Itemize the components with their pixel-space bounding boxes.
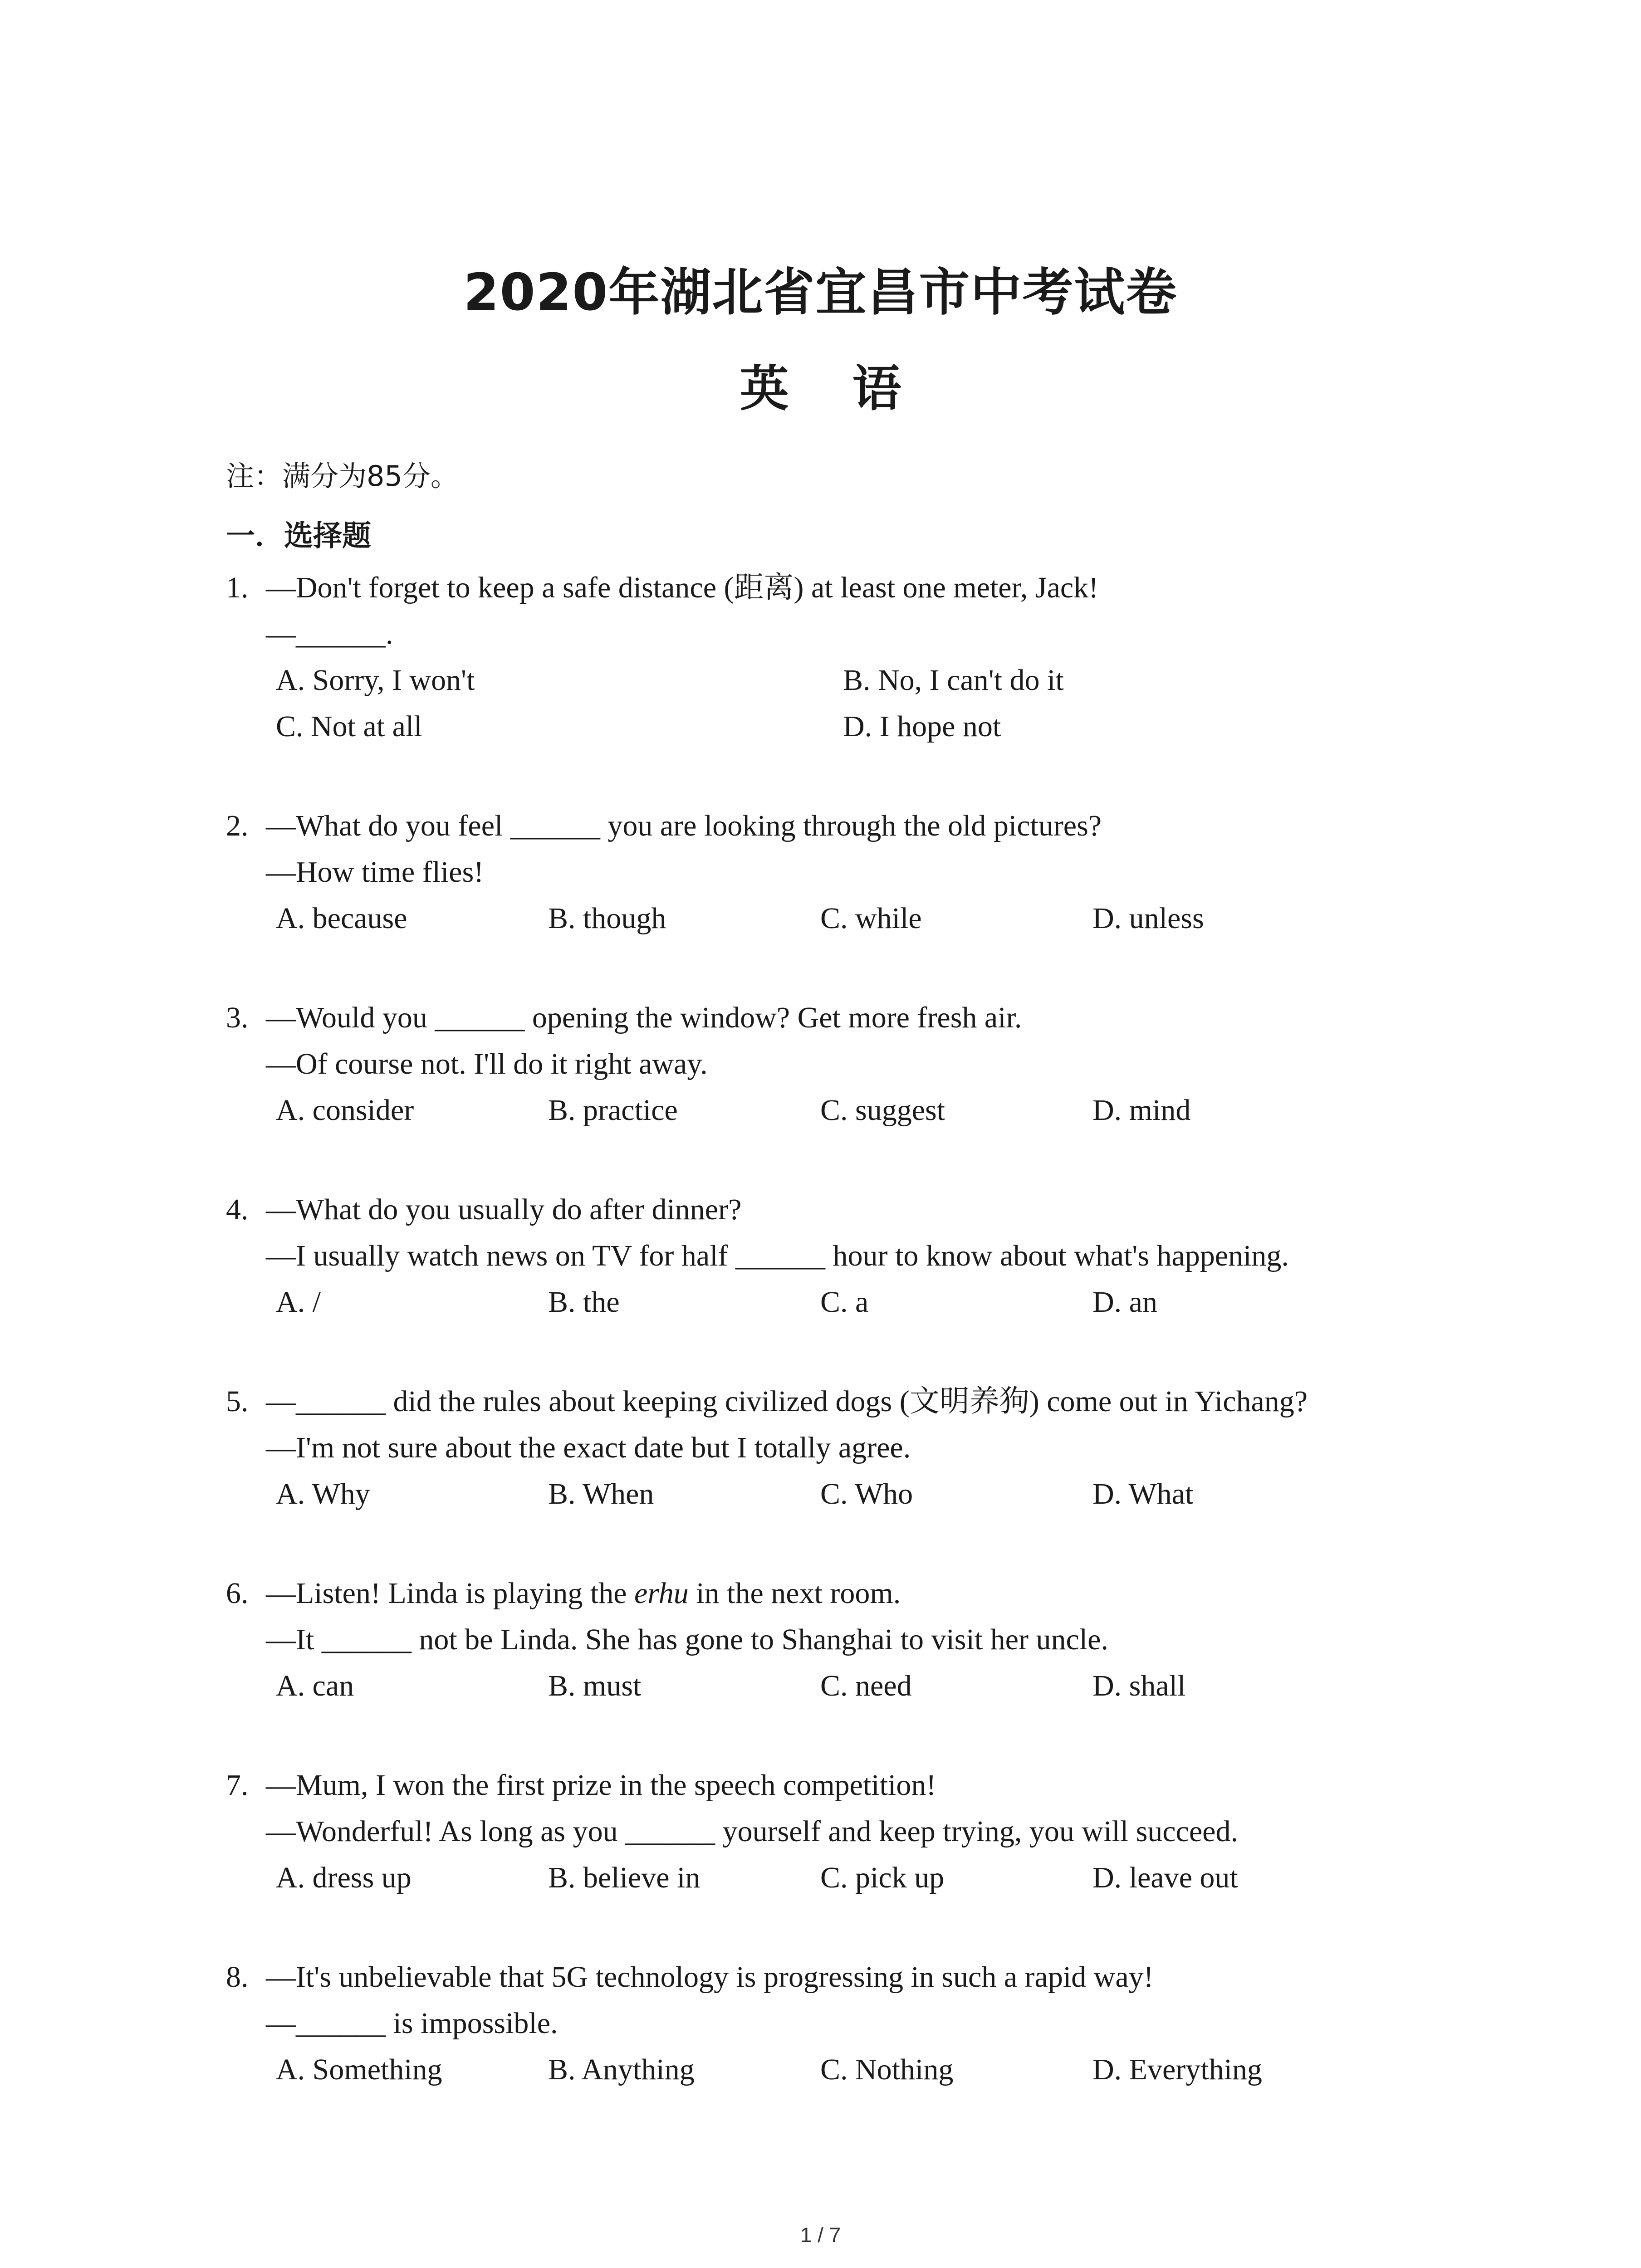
question-8 <box>226 1954 1587 2093</box>
question-text-part: in the next room. <box>688 1577 901 1610</box>
option-b: B. the <box>548 1286 620 1319</box>
question-response: —How time flies! <box>266 855 484 889</box>
option-a: A. / <box>276 1286 321 1319</box>
option-a: A. Something <box>276 2053 442 2086</box>
option-d: D. unless <box>1092 902 1204 935</box>
question-text-italic: erhu <box>634 1577 689 1610</box>
option-a: A. Sorry, I won't <box>276 664 475 697</box>
option-d: D. shall <box>1092 1669 1186 1702</box>
option-b: B. No, I can't do it <box>843 664 1064 697</box>
question-text: —Mum, I won the first prize in the speech competition! <box>266 1769 936 1802</box>
question-2 <box>226 803 1587 942</box>
section-heading: 一．选择题 <box>226 519 371 553</box>
question-number: 7. <box>226 1769 249 1802</box>
question-number: 1. <box>226 571 249 604</box>
question-1 <box>226 565 1587 750</box>
option-c: C. a <box>820 1286 869 1319</box>
option-d: D. What <box>1092 1477 1194 1510</box>
question-number: 3. <box>226 1001 249 1034</box>
question-number: 8. <box>226 1960 249 1994</box>
question-response: —______ is impossible. <box>266 2007 558 2040</box>
option-d: D. an <box>1092 1286 1157 1319</box>
question-text: —What do you usually do after dinner? <box>266 1193 742 1226</box>
option-c: C. pick up <box>820 1861 945 1894</box>
option-c: C. Who <box>820 1477 913 1510</box>
question-text <box>266 1570 901 1617</box>
option-a: A. because <box>276 902 407 935</box>
question-text: —It's unbelievable that 5G technology is progressing in such a rapid way! <box>266 1960 1154 1994</box>
option-c: C. Not at all <box>276 710 422 743</box>
question-number: 5. <box>226 1385 249 1418</box>
question-text: —______ did the rules about keeping civilized dogs (文明养狗) come out in Yichang? <box>266 1385 1308 1418</box>
subject-char-1: 英 <box>740 361 789 417</box>
option-a: A. consider <box>276 1094 414 1127</box>
question-text-part: —Listen! Linda is playing the <box>266 1577 635 1610</box>
option-c: C. suggest <box>820 1094 945 1127</box>
option-d: D. Everything <box>1092 2053 1262 2086</box>
question-response: —Of course not. I'll do it right away. <box>266 1047 708 1080</box>
question-5 <box>226 1378 1587 1517</box>
subject-title <box>0 349 1641 420</box>
score-note: 注：满分为85分。 <box>226 459 459 493</box>
question-number: 2. <box>226 809 249 842</box>
option-c: C. while <box>820 902 922 935</box>
option-b: B. though <box>548 902 666 935</box>
option-b: B. must <box>548 1669 642 1702</box>
option-a: A. dress up <box>276 1861 411 1894</box>
option-b: B. believe in <box>548 1861 700 1894</box>
question-number: 4. <box>226 1193 249 1226</box>
option-d: D. leave out <box>1092 1861 1238 1894</box>
page-number: 1 / 7 <box>800 2223 841 2247</box>
question-response: —______. <box>266 617 393 650</box>
question-text: —Don't forget to keep a safe distance (距离) at least one meter, Jack! <box>266 571 1099 604</box>
subject-char-2: 语 <box>852 361 901 417</box>
option-c: C. need <box>820 1669 912 1702</box>
question-text: —What do you feel ______ you are looking through the old pictures? <box>266 809 1102 842</box>
option-b: B. When <box>548 1477 654 1510</box>
question-text: —Would you ______ opening the window? Get more fresh air. <box>266 1001 1022 1034</box>
option-d: D. mind <box>1092 1094 1191 1127</box>
page-title: 2020年湖北省宜昌市中考试卷 <box>463 263 1178 322</box>
option-d: D. I hope not <box>843 710 1001 743</box>
question-3 <box>226 995 1587 1134</box>
question-4 <box>226 1187 1587 1325</box>
option-a: A. can <box>276 1669 354 1702</box>
question-6 <box>226 1570 1587 1709</box>
question-response: —Wonderful! As long as you ______ yourself and keep trying, you will succeed. <box>266 1815 1238 1848</box>
option-b: B. practice <box>548 1094 678 1127</box>
option-b: B. Anything <box>548 2053 695 2086</box>
option-c: C. Nothing <box>820 2053 954 2086</box>
question-response: —I'm not sure about the exact date but I totally agree. <box>266 1431 911 1464</box>
question-number: 6. <box>226 1577 249 1610</box>
question-7 <box>226 1762 1587 1901</box>
option-a: A. Why <box>276 1477 370 1510</box>
question-response: —I usually watch news on TV for half ______ hour to know about what's happening. <box>266 1239 1289 1272</box>
question-response: —It ______ not be Linda. She has gone to Shanghai to visit her uncle. <box>266 1623 1108 1656</box>
